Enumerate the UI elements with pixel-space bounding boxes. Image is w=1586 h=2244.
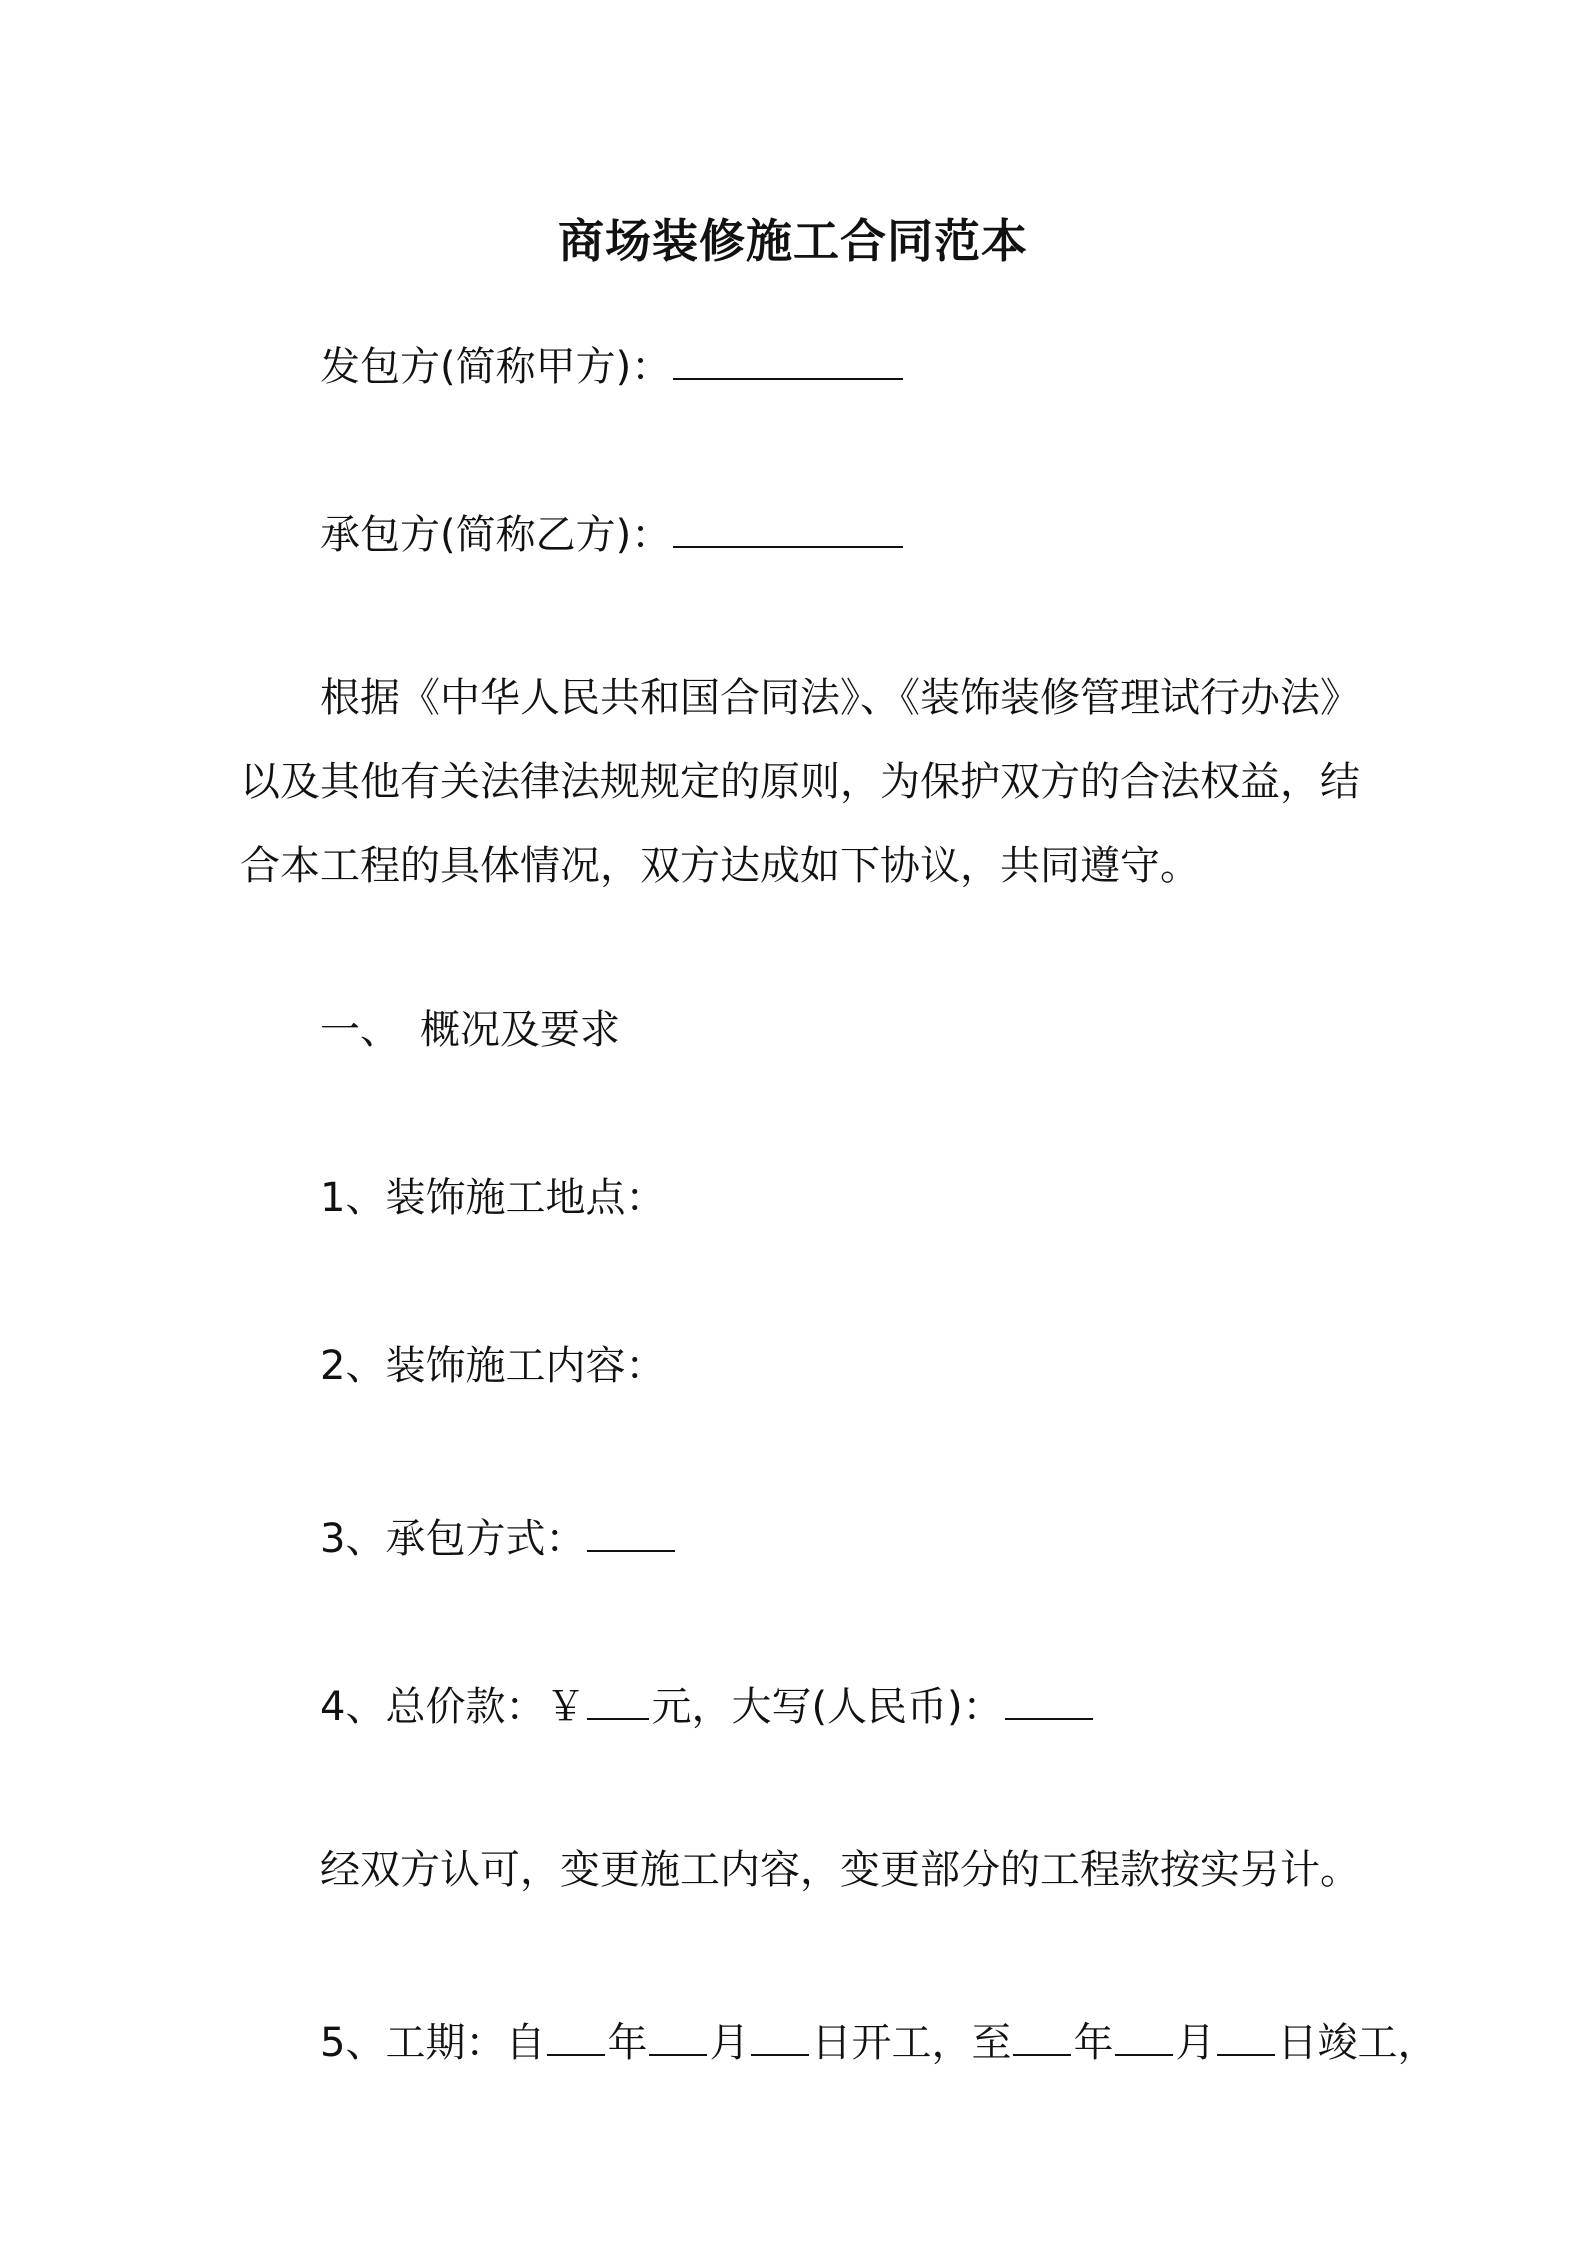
change-note: 经双方认可，变更施工内容，变更部分的工程款按实另计。 (320, 1847, 1360, 1893)
item-3-label: 3、承包方式： (320, 1516, 586, 1562)
item-4-yuan: 元，大写(人民币)： (651, 1684, 1003, 1730)
item-5-schedule (320, 2010, 1437, 2071)
end-month-label: 月 (1175, 2020, 1216, 2066)
item-1-location: 1、装饰施工地点： (320, 1175, 666, 1221)
contract-type-blank[interactable] (587, 1506, 675, 1552)
party-a-blank[interactable] (673, 334, 903, 380)
end-day-label: 日竣工， (1277, 2020, 1438, 2066)
item-4-total-price (320, 1674, 1095, 1735)
start-year-label: 年 (607, 2020, 648, 2066)
start-day-blank[interactable] (751, 2010, 809, 2056)
start-day-label: 日开工，至 (811, 2020, 1012, 2066)
start-month-label: 月 (709, 2020, 750, 2066)
party-a-label: 发包方(简称甲方)： (320, 344, 672, 390)
document-title: 商场装修施工合同范本 (558, 214, 1028, 268)
item-3-contract-type (320, 1506, 677, 1567)
start-year-blank[interactable] (547, 2010, 605, 2056)
item-4-prefix: 4、总价款：￥ (320, 1684, 586, 1730)
item-2-content: 2、装饰施工内容： (320, 1343, 666, 1389)
preamble-paragraph: 根据《中华人民共和国合同法》、《装饰装修管理试行办法》以及其他有关法律法规规定的原则，为保护双方的合法权益，结合本工程的具体情况，双方达成如下协议，共同遵守。 (240, 675, 1360, 889)
item-5-prefix: 5、工期：自 (320, 2020, 546, 2066)
party-b-line (320, 502, 905, 563)
price-amount-blank[interactable] (587, 1674, 649, 1720)
party-b-label: 承包方(简称乙方)： (320, 512, 672, 558)
end-year-blank[interactable] (1013, 2010, 1071, 2056)
party-b-blank[interactable] (673, 502, 903, 548)
end-day-blank[interactable] (1217, 2010, 1275, 2056)
end-year-label: 年 (1073, 2020, 1114, 2066)
end-month-blank[interactable] (1115, 2010, 1173, 2056)
section-heading: 一、 概况及要求 (320, 1007, 620, 1053)
start-month-blank[interactable] (649, 2010, 707, 2056)
party-a-line (320, 334, 905, 395)
price-words-blank[interactable] (1005, 1674, 1093, 1720)
